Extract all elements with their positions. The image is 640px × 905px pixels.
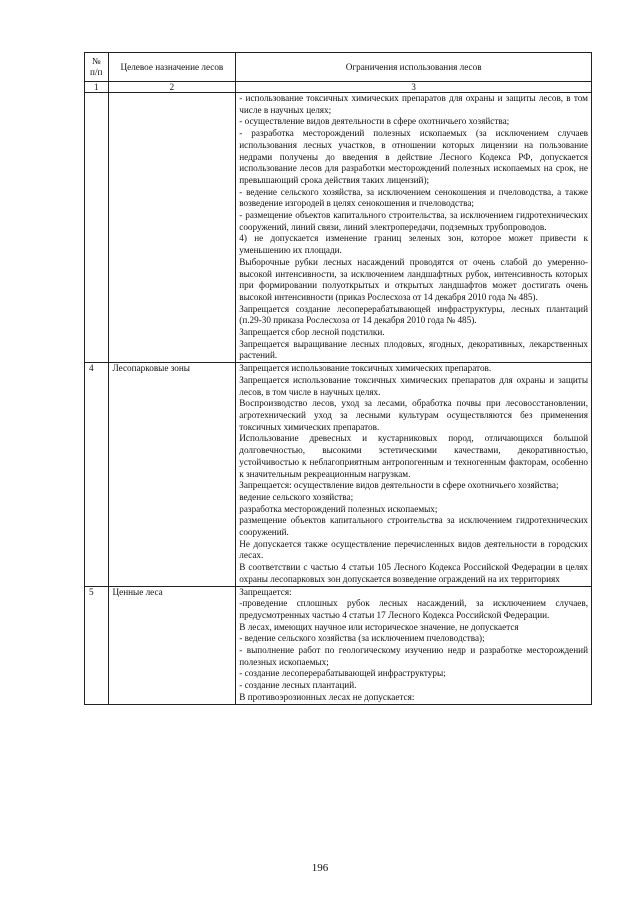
restriction-paragraph: Воспроизводство лесов, уход за лесами, обработка почвы при лесовосстановлении, агротехнический уход за лесными культурам осуществляются без применения токсичных химических препаратов. [239,398,588,432]
document-page [84,52,592,705]
restriction-paragraph: - размещение объектов капитального строительства, за исключением гидротехнических сооружений, линий связи, линий электропередачи, подземных трубопроводов. [239,210,588,232]
restriction-paragraph: - выполнение работ по геологическому изучению недр и разработке месторождений полезных ископаемых; [239,645,588,667]
restriction-paragraph: Запрещается выращивание лесных плодовых, ягодных, декоративных, лекарственных растений. [239,338,588,361]
table-row [85,586,592,704]
restriction-paragraph: В соответствии с частью 4 статьи 105 Лесного Кодекса Российской Федерации в целях охраны лесопарковых зон допускается возведение ограждений на их территориях [239,562,588,584]
column-number: 1 [85,82,109,93]
row-purpose: Ценные леса [108,586,236,704]
restriction-paragraph: Запрещается сбор лесной подстилки. [239,327,385,338]
column-number-row [85,82,592,93]
restriction-paragraph: -проведение сплошных рубок лесных насаждений, за исключением случаев, предусмотренных частью 4 статьи 17 Лесного Кодекса Российской Федерации. [239,598,588,620]
row-purpose [108,93,236,363]
restriction-paragraph: - использование токсичных химических препаратов для охраны и защиты лесов, в том числе в научных целях; [239,93,588,115]
restriction-paragraph: - разработка месторождений полезных ископаемых (за исключением случаев использования лесных участков, в отношении которых лицензии на пользование недрами получены до введения в действие Лесного Кодекса РФ, допускается использование лесов для разработки месторождений полезных ископаемых на срок, не превышающий срока действия таких лицензий); [239,128,588,185]
restriction-paragraph: Запрещается создание лесоперерабатывающей инфраструктуры, лесных плантаций (п.29-30 приказа Рослесхоза от 14 декабря 2010 года № 485). [239,303,588,326]
row-purpose: Лесопарковые зоны [108,363,236,586]
page-number: 196 [311,862,329,874]
restriction-paragraph: В лесах, имеющих научное или историческое значение, не допускается [239,621,519,632]
restriction-paragraph: ведение сельского хозяйства; [239,491,354,502]
header-restrictions: Ограничения использования лесов [236,53,592,82]
restriction-paragraph: - осуществление видов деятельности в сфере охотничьего хозяйства; [239,116,510,127]
restriction-paragraph: Запрещается использование токсичных химических препаратов. [239,363,492,374]
restriction-paragraph: - создание лесных плантаций. [239,680,357,691]
restriction-paragraph: - ведение сельского хозяйства, за исключением сенокошения и пчеловодства, а также возведение изгородей в целях сенокошения и пчеловодства; [239,186,588,209]
header-row [85,53,592,82]
restriction-paragraph: Выборочные рубки лесных насаждений проводятся от очень слабой до умеренно-высокой интенсивности, за исключением ландшафтных рубок, интенсивность которых при формировании полуоткрытых и открытых ландшафтов может достигать очень высокой интенсивности (приказ Рослесхоза от 14 декабря 2010 года № 485). [239,256,588,302]
restriction-paragraph: Не допускается также осуществление перечисленных видов деятельности в городских лесах. [239,538,588,561]
row-restrictions [236,363,592,586]
header-number: № п/п [85,53,109,82]
restriction-paragraph: размещение объектов капитального строительства за исключением гидротехнических сооружений. [239,515,588,538]
restriction-paragraph: В противоэрозионных лесах не допускается: [239,691,415,702]
restriction-paragraph: 4) не допускается изменение границ зеленых зон, которое может привести к уменьшению их площади. [239,233,588,256]
restriction-paragraph: - ведение сельского хозяйства (за исключением пчеловодства); [239,633,485,644]
restriction-paragraph: Запрещается: [239,586,292,597]
restriction-paragraph: Запрещается: осуществление видов деятельности в сфере охотничьего хозяйства; [239,480,559,491]
column-number: 2 [108,82,236,93]
row-number [85,93,109,363]
row-number: 5 [85,586,109,704]
column-number: 3 [236,82,592,93]
restriction-paragraph: Использование древесных и кустарниковых пород, отличающихся большой долговечностью, высокими эстетическими качествами, декоративностью, устойчивостью к неблагоприятным антропогенным и техногенным факторам, особенно к значительным рекреационным нагрузкам. [239,433,588,479]
restrictions-table [84,52,592,705]
header-purpose: Целевое назначение лесов [108,53,236,82]
row-restrictions [236,93,592,363]
restriction-paragraph: разработка месторождений полезных ископаемых; [239,503,438,514]
row-number: 4 [85,363,109,586]
table-row [85,363,592,586]
table-row [85,93,592,363]
row-restrictions [236,586,592,704]
restriction-paragraph: - создание лесоперерабатывающей инфраструктуры; [239,668,446,679]
restriction-paragraph: Запрещается использование токсичных химических препаратов для охраны и защиты лесов, в том числе в научных целях. [239,374,588,397]
